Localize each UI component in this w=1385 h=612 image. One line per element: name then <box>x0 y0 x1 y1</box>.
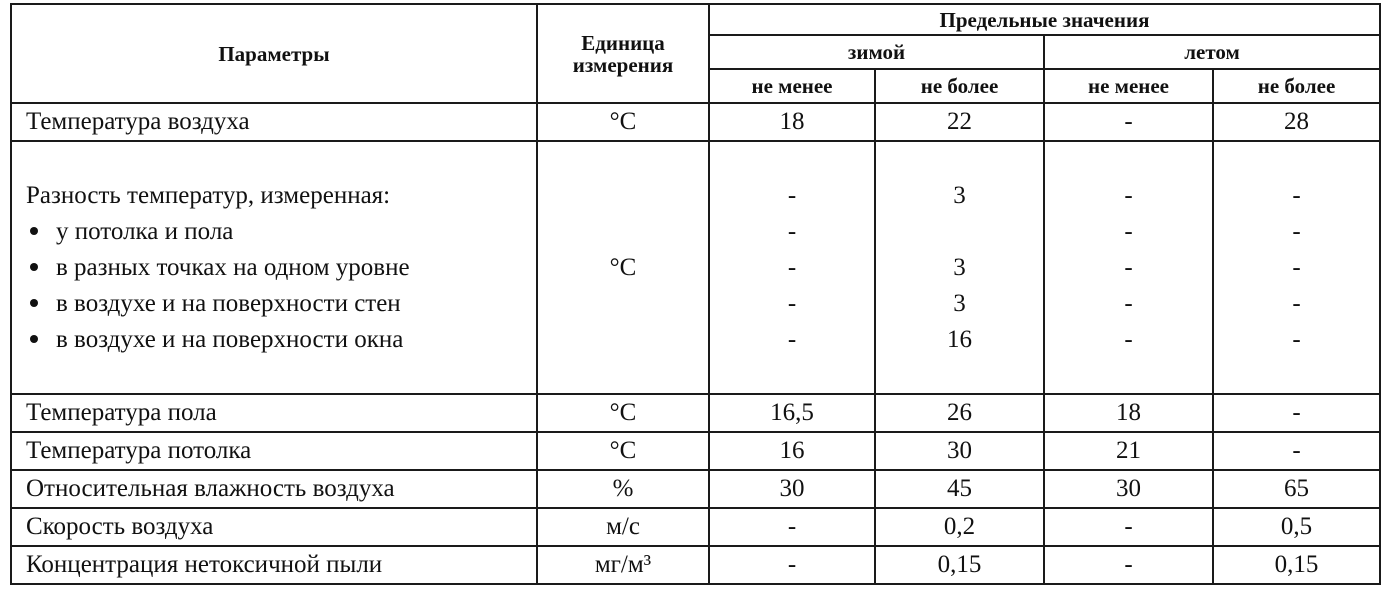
row-param: Концентрация нетоксичной пыли <box>11 546 537 584</box>
header-summer-max: не более <box>1213 69 1380 103</box>
diff-summer-max: - - - - - <box>1213 141 1380 394</box>
row-winter-max: 30 <box>875 432 1044 470</box>
table-row <box>11 508 1380 546</box>
table-row <box>11 432 1380 470</box>
row-unit: °C <box>537 394 709 432</box>
norms-table-wrapper <box>10 3 1381 585</box>
row-param: Температура воздуха <box>11 103 537 141</box>
row-summer-min: 30 <box>1044 470 1213 508</box>
table-row <box>11 470 1380 508</box>
bullet-icon <box>30 335 38 343</box>
row-param: Температура потолка <box>11 432 537 470</box>
header-params: Параметры <box>11 4 537 103</box>
header-summer: летом <box>1044 35 1380 69</box>
row-param: Температура пола <box>11 394 537 432</box>
header-limits: Предельные значения <box>709 4 1380 35</box>
row-winter-max: 45 <box>875 470 1044 508</box>
diff-summer-min: - - - - - <box>1044 141 1213 394</box>
row-summer-max: 0,5 <box>1213 508 1380 546</box>
row-summer-min: - <box>1044 508 1213 546</box>
row-summer-min: - <box>1044 103 1213 141</box>
row-winter-max: 0,2 <box>875 508 1044 546</box>
table-row <box>11 546 1380 584</box>
row-unit: м/с <box>537 508 709 546</box>
norms-table <box>10 3 1381 585</box>
row-summer-min: 21 <box>1044 432 1213 470</box>
header-winter-max: не более <box>875 69 1044 103</box>
list-item: в воздухе и на поверхности окна <box>26 322 536 358</box>
diff-winter-max: 3 3 3 16 <box>875 141 1044 394</box>
row-unit: % <box>537 470 709 508</box>
table-row-temp-difference <box>11 141 1380 394</box>
table-row <box>11 394 1380 432</box>
row-summer-max: - <box>1213 432 1380 470</box>
row-summer-min: 18 <box>1044 394 1213 432</box>
row-param: Скорость воздуха <box>11 508 537 546</box>
diff-title: Разность температур, измеренная: <box>26 181 391 209</box>
diff-unit: °C <box>537 141 709 394</box>
row-winter-min: - <box>709 546 875 584</box>
row-winter-min: - <box>709 508 875 546</box>
row-unit: мг/м³ <box>537 546 709 584</box>
row-unit: °C <box>537 103 709 141</box>
row-summer-max: 65 <box>1213 470 1380 508</box>
table-row <box>11 103 1380 141</box>
row-summer-min: - <box>1044 546 1213 584</box>
bullet-icon <box>30 263 38 271</box>
row-summer-max: 0,15 <box>1213 546 1380 584</box>
row-winter-min: 30 <box>709 470 875 508</box>
list-item: в воздухе и на поверхности стен <box>26 286 536 322</box>
row-summer-max: - <box>1213 394 1380 432</box>
list-item: у потолка и пола <box>26 214 536 250</box>
header-winter-min: не менее <box>709 69 875 103</box>
row-summer-max: 28 <box>1213 103 1380 141</box>
row-param: Относительная влажность воздуха <box>11 470 537 508</box>
row-winter-min: 16 <box>709 432 875 470</box>
diff-param-cell <box>11 141 537 394</box>
list-item: в разных точках на одном уровне <box>26 250 536 286</box>
row-winter-min: 16,5 <box>709 394 875 432</box>
header-winter: зимой <box>709 35 1044 69</box>
row-unit: °C <box>537 432 709 470</box>
bullet-icon <box>30 299 38 307</box>
row-winter-max: 0,15 <box>875 546 1044 584</box>
header-unit: Единица измерения <box>537 4 709 103</box>
row-winter-min: 18 <box>709 103 875 141</box>
row-winter-max: 22 <box>875 103 1044 141</box>
diff-winter-min: - - - - - <box>709 141 875 394</box>
header-summer-min: не менее <box>1044 69 1213 103</box>
row-winter-max: 26 <box>875 394 1044 432</box>
bullet-icon <box>30 227 38 235</box>
